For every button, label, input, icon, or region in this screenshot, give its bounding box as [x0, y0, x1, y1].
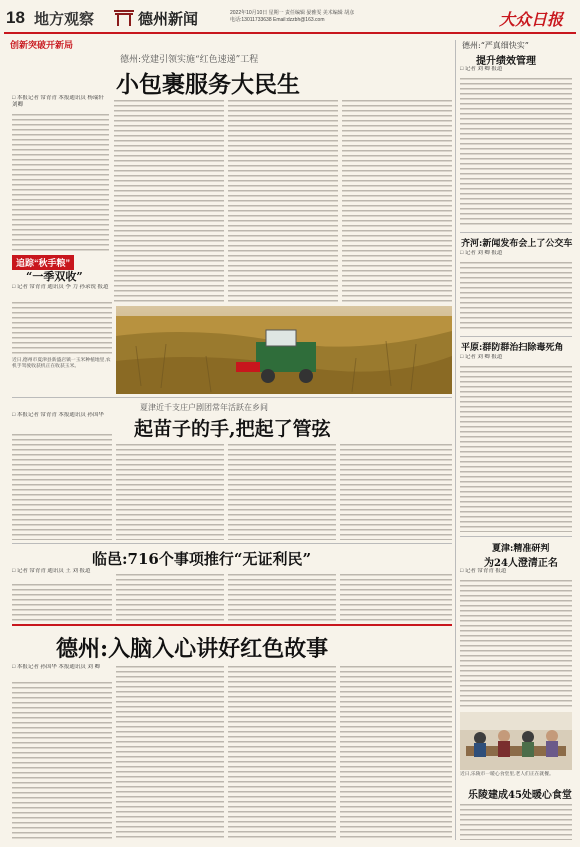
right3-text	[460, 364, 572, 532]
divider-2	[12, 543, 452, 544]
harvest-photo	[116, 306, 452, 394]
right1-title: 提升绩效管理	[476, 56, 536, 67]
section-name: 地方观察	[34, 11, 95, 28]
right1-text	[460, 76, 572, 228]
column-tag	[10, 38, 73, 51]
right4-title: 为24人澄清正名	[484, 558, 558, 569]
redstory-text-col2	[116, 664, 224, 840]
lead-text-col4	[342, 98, 452, 303]
redstory-text-col4	[340, 664, 452, 840]
newspaper-logo: 大众日报	[499, 10, 564, 29]
harvest-photo-illustration	[116, 306, 452, 394]
autumn-title: “一季双收”	[26, 270, 83, 283]
right1-kicker: 德州:“严真细快实”	[462, 41, 529, 50]
right-divider-1	[460, 232, 572, 233]
right-divider-2	[460, 336, 572, 337]
right3-byline: □ 记者 刘 卿 报道	[460, 354, 503, 360]
canteen-photo	[460, 712, 572, 770]
right-divider-3	[460, 536, 572, 537]
troupe-title: 起苗子的手,把起了管弦	[134, 418, 331, 440]
lead-byline: □ 本报记者 常青青 本报通讯员 杨瑞轩 刘卿	[12, 95, 104, 108]
linyi-text-col2	[116, 572, 224, 622]
troupe-text-col2	[116, 442, 224, 540]
right1-byline: □ 记者 刘 卿 报道	[460, 66, 503, 72]
autumn-badge: 追踪“秋手粮”	[12, 255, 74, 270]
autumn-byline: □ 记者 常青青 通讯员 李 力 孙录锐 报道	[12, 284, 109, 290]
canteen-photo-illustration	[460, 712, 572, 770]
page-header	[4, 4, 576, 34]
right4-kicker: 夏津:精准研判	[492, 544, 550, 554]
linyi-text-col4	[340, 572, 452, 622]
divider-1	[12, 397, 452, 398]
linyi-text-col1	[12, 582, 112, 622]
linyi-title: 临邑:716个事项推行“无证利民”	[92, 550, 312, 568]
troupe-text-col4	[340, 442, 452, 540]
lead-text-col2	[114, 98, 224, 303]
page-number: 18	[6, 8, 25, 27]
column-tag-text: 创新突破开新局	[10, 40, 74, 50]
troupe-text-col1	[12, 432, 112, 540]
right3-title: 平原:群防群治扫除毒死角	[461, 343, 564, 353]
redstory-text-col3	[228, 664, 336, 840]
harvest-caption: 近日,德州市夏津县新盛店镇一玉米种植地里,农机手驾驶收获机正在收获玉米。	[12, 358, 111, 369]
redstory-byline: □ 本报记者 孙国华 本报通讯员 刘 卿	[12, 664, 100, 670]
right2-text	[460, 260, 572, 332]
channel-name: 德州新闻	[138, 11, 199, 28]
gate-icon	[114, 10, 134, 26]
right4-text	[460, 578, 572, 708]
right5-text	[460, 802, 572, 840]
divider-3	[12, 624, 452, 626]
issue-contact: 电话:13011733638 Email:dzzbh@163.com	[230, 17, 325, 23]
right2-title: 齐河:新闻发布会上了公交车	[461, 239, 573, 249]
right2-byline: □ 记者 刘 卿 报道	[460, 250, 503, 256]
right4-byline: □ 记者 常青青 报道	[460, 568, 507, 574]
canteen-caption: 近日,乐陵市一暖心食堂里,老人们正在就餐。	[460, 772, 554, 777]
lead-text-col1	[12, 112, 109, 252]
redstory-text-col1	[12, 680, 112, 840]
linyi-text-col3	[228, 572, 336, 622]
column-divider	[455, 40, 456, 840]
right5-title: 乐陵建成45处暖心食堂	[468, 790, 572, 801]
lead-text-col3	[228, 98, 338, 303]
redstory-title: 德州:入脑入心讲好红色故事	[56, 636, 329, 662]
linyi-byline: □ 记者 常青青 通讯员 王 刘 报道	[12, 568, 91, 574]
issue-meta	[230, 10, 470, 24]
issue-date: 2022年10月10日 星期一 责任编辑 晏雅雯 美术编辑 胡彦	[230, 10, 355, 16]
lead-kicker: 德州:党建引领实施“红色速递”工程	[120, 55, 259, 65]
troupe-byline: □ 本报记者 常青青 本报通讯员 孙国华	[12, 412, 104, 418]
troupe-text-col3	[228, 442, 336, 540]
troupe-kicker: 夏津近千支庄户剧团常年活跃在乡间	[140, 403, 268, 412]
lead-title: 小包裹服务大民生	[116, 71, 300, 98]
autumn-text	[12, 300, 112, 355]
